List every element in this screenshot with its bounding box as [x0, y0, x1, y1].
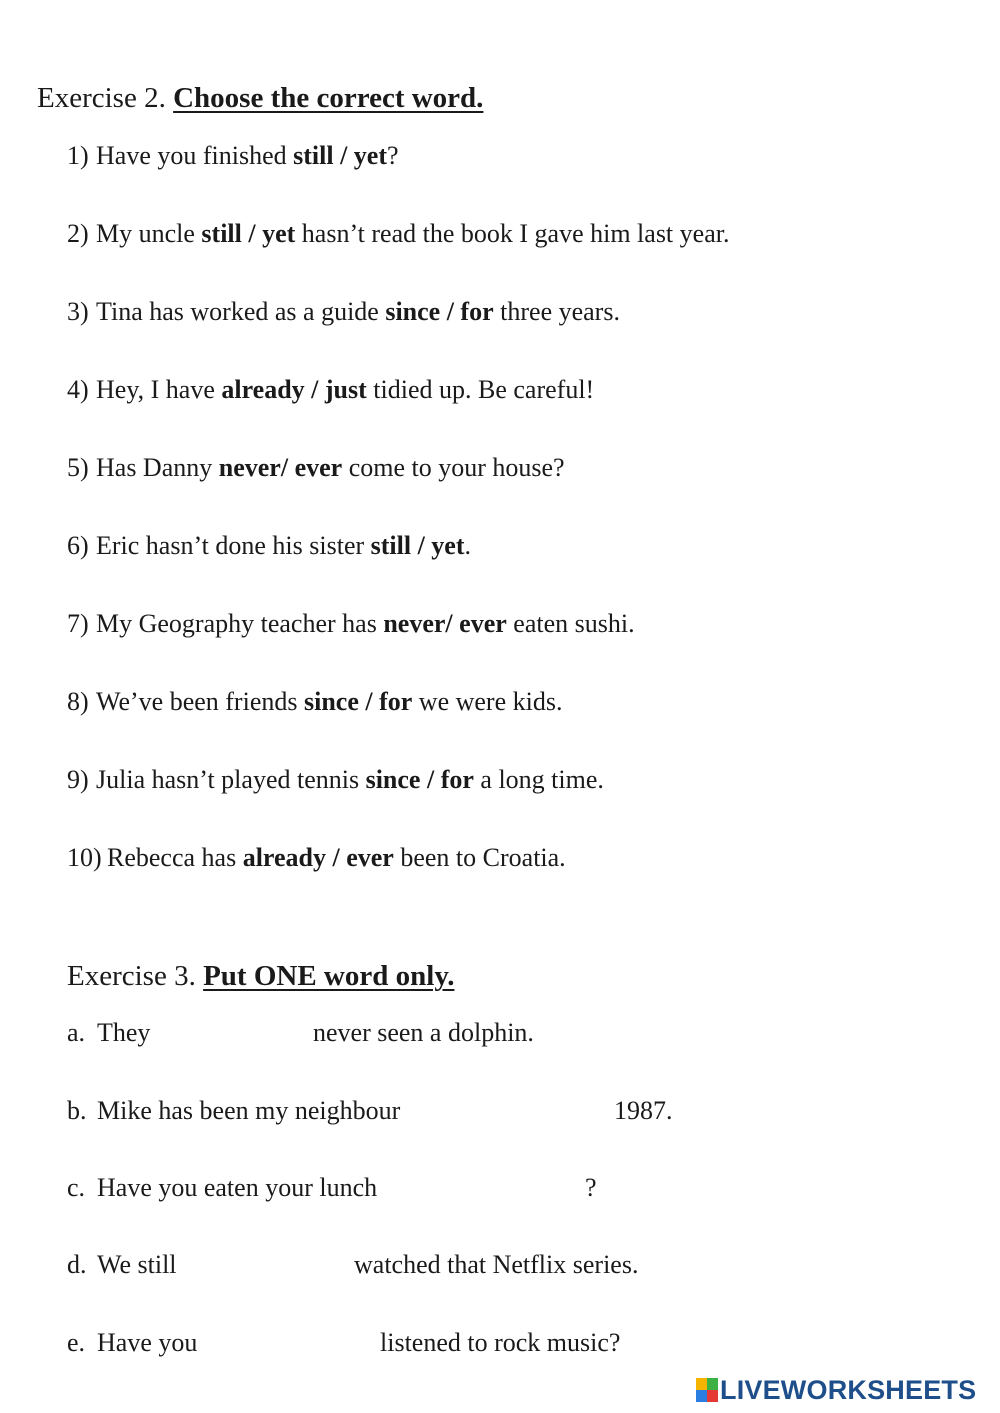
- item-text-before: Julia hasn’t played tennis: [96, 765, 366, 794]
- exercise-3-heading: [67, 958, 454, 994]
- item-number: 2): [67, 219, 89, 248]
- exercise-3-item-start: [67, 1095, 400, 1127]
- item-text-before: Tina has worked as a guide: [96, 297, 386, 326]
- item-text-after: we were kids.: [412, 687, 563, 716]
- item-text-after: listened to rock music?: [380, 1328, 621, 1357]
- exercise-2-heading: [37, 80, 483, 116]
- item-text-before: We still: [97, 1250, 177, 1279]
- exercise-2-item: [67, 764, 604, 796]
- exercise-2-title: Choose the correct word.: [173, 82, 484, 114]
- word-choice[interactable]: never/ ever: [218, 453, 343, 482]
- item-text-after: ?: [585, 1173, 597, 1202]
- item-letter: c.: [67, 1173, 86, 1202]
- exercise-2-item: [67, 452, 565, 484]
- item-letter: e.: [67, 1328, 86, 1357]
- exercise-3-item-start: [67, 1249, 177, 1281]
- item-text-before: Eric hasn’t done his sister: [96, 531, 371, 560]
- exercise-2-item: [67, 374, 594, 406]
- item-text-before: Have you: [97, 1328, 198, 1357]
- exercise-2-item: [67, 842, 566, 874]
- exercise-2-item: [67, 140, 399, 172]
- item-letter: b.: [67, 1096, 87, 1125]
- item-text-after: a long time.: [473, 765, 604, 794]
- exercise-2-item: [67, 218, 729, 250]
- word-choice[interactable]: already / just: [221, 375, 367, 404]
- exercise-2-item: [67, 686, 562, 718]
- item-text-after: 1987.: [614, 1096, 673, 1125]
- exercise-2-item: [67, 530, 471, 562]
- item-text-before: Mike has been my neighbour: [97, 1096, 401, 1125]
- item-number: 5): [67, 453, 89, 482]
- exercise-3-title: Put ONE word only.: [203, 960, 455, 992]
- item-text-after: been to Croatia.: [393, 843, 566, 872]
- item-text-after: never seen a dolphin.: [313, 1018, 534, 1047]
- item-text-before: Have you eaten your lunch: [97, 1173, 378, 1202]
- item-text-after: tidied up. Be careful!: [366, 375, 595, 404]
- exercise-3-item-start: [67, 1017, 150, 1049]
- logo-text: LIVEWORKSHEETS: [720, 1374, 977, 1405]
- item-text-before: My uncle: [96, 219, 202, 248]
- word-choice[interactable]: since / for: [385, 297, 494, 326]
- item-text-after: eaten sushi.: [506, 609, 635, 638]
- item-text-after: come to your house?: [342, 453, 565, 482]
- exercise-3-label: Exercise 3.: [67, 960, 204, 992]
- logo-square-red: [707, 1390, 718, 1402]
- liveworksheets-logo: [696, 1375, 976, 1405]
- item-text-before: Has Danny: [96, 453, 219, 482]
- exercise-2-item: [67, 608, 635, 640]
- word-choice[interactable]: since / for: [303, 687, 413, 716]
- logo-square-green: [707, 1378, 718, 1390]
- liveworksheets-logo-icon: [696, 1378, 718, 1402]
- item-text-before: We’ve been friends: [96, 687, 304, 716]
- item-number: 1): [67, 141, 89, 170]
- item-number: 6): [67, 531, 89, 560]
- item-text-after: hasn’t read the book I gave him last year.: [295, 219, 730, 248]
- item-number: 3): [67, 297, 89, 326]
- item-number: 10): [67, 843, 102, 872]
- item-text-before: Have you finished: [96, 141, 294, 170]
- exercise-2-item: [67, 296, 620, 328]
- exercise-3-item-start: [67, 1327, 197, 1359]
- item-text-after: three years.: [493, 297, 620, 326]
- item-text-before: Hey, I have: [96, 375, 222, 404]
- word-choice[interactable]: never/ ever: [383, 609, 507, 638]
- item-letter: d.: [67, 1250, 87, 1279]
- exercise-2-label: Exercise 2.: [37, 82, 174, 114]
- item-text-after: watched that Netflix series.: [354, 1250, 639, 1279]
- item-text-before: They: [97, 1018, 151, 1047]
- exercise-3-item-start: [67, 1172, 377, 1204]
- word-choice[interactable]: still / yet: [293, 141, 387, 170]
- item-number: 4): [67, 375, 89, 404]
- item-text-after: ?: [387, 141, 399, 170]
- word-choice[interactable]: already / ever: [242, 843, 394, 872]
- word-choice[interactable]: still / yet: [201, 219, 296, 248]
- item-letter: a.: [67, 1018, 86, 1047]
- word-choice[interactable]: since / for: [365, 765, 474, 794]
- item-text-before: Rebecca has: [107, 843, 243, 872]
- item-number: 7): [67, 609, 89, 638]
- word-choice[interactable]: still / yet: [370, 531, 465, 560]
- item-number: 8): [67, 687, 89, 716]
- item-text-before: My Geography teacher has: [96, 609, 384, 638]
- item-text-after: .: [464, 531, 472, 560]
- item-number: 9): [67, 765, 89, 794]
- logo-square-blue: [696, 1390, 707, 1402]
- logo-square-yellow: [696, 1378, 707, 1390]
